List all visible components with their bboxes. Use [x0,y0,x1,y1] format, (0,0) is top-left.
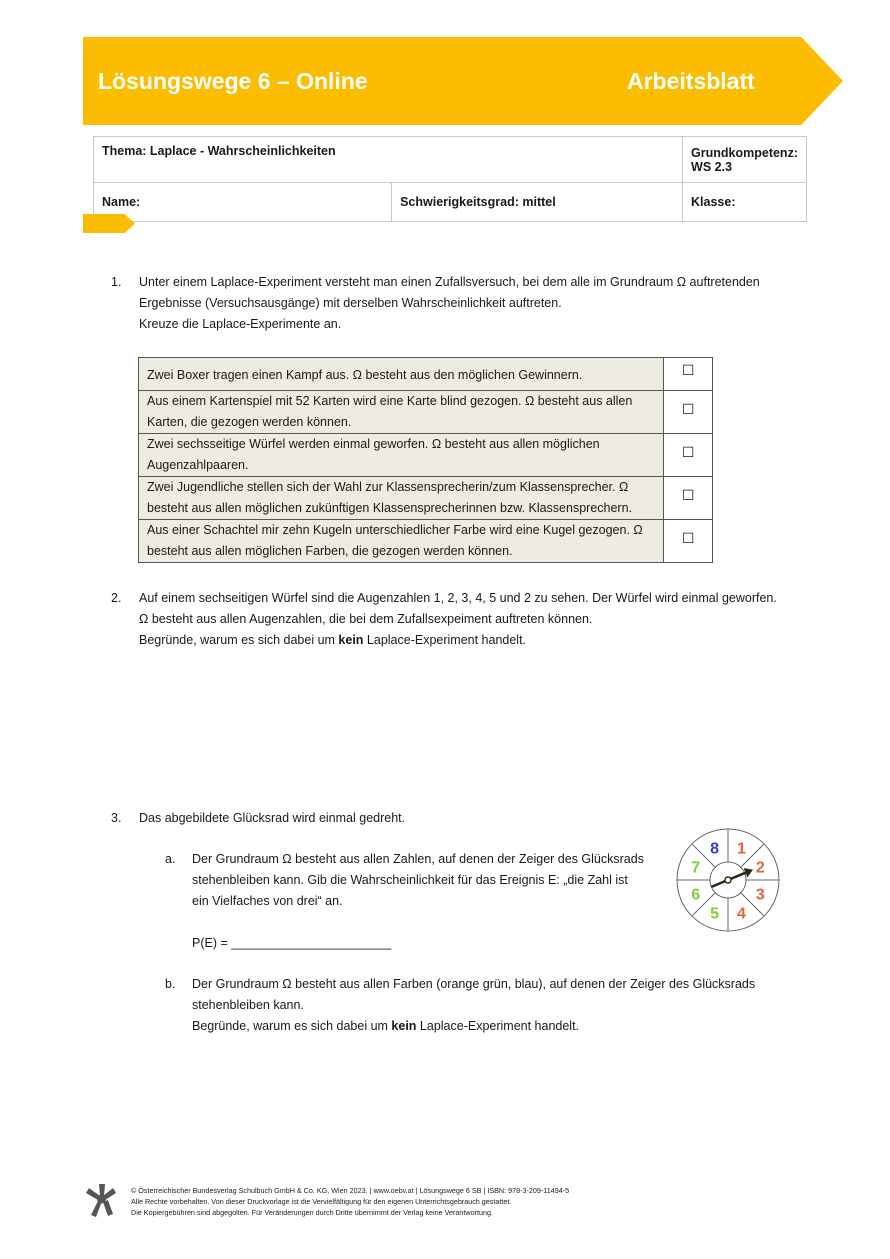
wheel-sector-label: 7 [691,859,701,877]
q3b-label: b. [165,977,176,991]
wheel-sector-label: 3 [755,886,765,904]
option-text: Aus einer Schachtel mir zehn Kugeln unterschiedlicher Farbe wird eine Kugel gezogen. Ω besteht aus allen möglichen Farben, die gezogen werden können. [139,520,664,563]
difficulty-cell [392,183,683,222]
q2-line2: Ω besteht aus allen Augenzahlen, die bei dem Zufallsexpeiment auftreten können. [139,612,593,626]
wheel-sector-label: 5 [710,905,720,923]
option-checkbox[interactable]: ☐ [664,520,713,563]
q1-text [139,272,819,335]
wheel-sector-label: 4 [736,905,746,923]
option-text: Zwei sechsseitige Würfel werden einmal geworfen. Ω besteht aus allen möglichen Augenzahlpaaren. [139,434,664,477]
q3b-line3-end: Laplace-Experiment handelt. [416,1019,580,1033]
competence-cell [683,137,807,183]
wheel-pivot [725,877,731,883]
q3a-line1: Der Grundraum Ω besteht aus allen Zahlen, auf denen der Zeiger des Glücksrads [192,852,644,866]
q2-line3-end: Laplace-Experiment handelt. [363,633,527,647]
option-text: Zwei Jugendliche stellen sich der Wahl zur Klassensprecherin/zum Klassensprecher. Ω besteht aus allen möglichen zukünftigen Klassensprecherinnen bzw. Klassensprechern. [139,477,664,520]
decorative-tab [83,214,135,233]
q3a-label: a. [165,852,176,866]
q3-number: 3. [111,811,122,825]
option-checkbox[interactable]: ☐ [664,434,713,477]
q2-line3-bold: kein [338,633,364,647]
competence-text: Grundkompetenz: WS 2.3 [691,145,798,174]
footer-line2: Alle Rechte vorbehalten. Von dieser Druckvorlage ist die Vervielfältigung für den eigenen Unterrichtsgebrauch gestattet. [131,1197,512,1206]
wheel-sector-label: 6 [691,886,701,904]
option-checkbox[interactable]: ☐ [664,391,713,434]
wheel-of-fortune [676,826,780,934]
q1-line1: Unter einem Laplace-Experiment versteht man einen Zufallsversuch, bei dem alle im Grundraum Ω auftretenden [139,275,760,289]
q3a-line3: ein Vielfaches von drei“ an. [192,894,343,908]
table-row [139,391,713,434]
table-row [139,358,713,391]
name-label: Name: [102,195,141,209]
footer-text [131,1185,569,1218]
class-cell[interactable] [683,183,807,222]
q3b-line1: Der Grundraum Ω besteht aus allen Farben (orange grün, blau), auf denen der Zeiger des Glücksrads [192,977,756,991]
q1-options-table [138,357,713,563]
q3b-line3-start: Begründe, warum es sich dabei um [192,1019,392,1033]
q3a-line2: stehenbleiben kann. Gib die Wahrscheinlichkeit für das Ereignis E: „die Zahl ist [192,873,628,887]
q2-text [139,588,839,651]
info-table [93,136,807,222]
class-label: Klasse: [691,195,736,209]
q2-line3 [139,630,839,651]
q3a-text [192,849,662,912]
option-checkbox[interactable]: ☐ [664,477,713,520]
q2-line3-start: Begründe, warum es sich dabei um [139,633,339,647]
table-row [139,520,713,563]
q1-line2: Ergebnisse (Versuchsausgänge) mit derselben Wahrscheinlichkeit auftreten. [139,296,562,310]
option-text: Zwei Boxer tragen einen Kampf aus. Ω besteht aus den möglichen Gewinnern. [139,358,664,391]
difficulty-text: Schwierigkeitsgrad: mittel [400,195,556,209]
q3b-text [192,974,812,1037]
q3b-line3-bold: kein [391,1019,417,1033]
option-checkbox[interactable]: ☐ [664,358,713,391]
q3b-line2: stehenbleiben kann. [192,998,304,1012]
footer-line1: © Österreichischer Bundesverlag Schulbuch GmbH & Co. KG, Wien 2023. | www.oebv.at | Lösungswege 6 SB | ISBN: 978-3-209-11494-5 [131,1186,570,1195]
q1-line3: Kreuze die Laplace-Experimente an. [139,317,342,331]
topic-cell [94,137,683,183]
wheel-sector-label: 1 [736,840,746,858]
name-cell[interactable] [94,183,392,222]
topic-text: Thema: Laplace - Wahrscheinlichkeiten [102,144,336,158]
wheel-sector-label: 8 [710,840,720,858]
q2-line1: Auf einem sechseitigen Würfel sind die Augenzahlen 1, 2, 3, 4, 5 und 2 zu sehen. Der Würfel wird einmal geworfen. [139,591,777,605]
q1-number: 1. [111,275,122,289]
table-row [139,434,713,477]
wheel-sector-label: 2 [755,859,765,877]
publisher-logo-icon [86,1184,116,1218]
doc-type-label: Arbeitsblatt [627,68,755,94]
option-text: Aus einem Kartenspiel mit 52 Karten wird eine Karte blind gezogen. Ω besteht aus allen Karten, die gezogen werden können. [139,391,664,434]
footer-line3: Die Kopiergebühren sind abgegolten. Für Veränderungen durch Dritte übernimmt der Verlag keine Verantwortung. [131,1208,493,1217]
q3-intro: Das abgebildete Glücksrad wird einmal gedreht. [139,811,406,825]
q3a-answer-line[interactable]: P(E) = _______________________ [192,936,392,950]
page-title: Lösungswege 6 – Online [98,68,368,94]
q2-number: 2. [111,591,122,605]
table-row [139,477,713,520]
q3b-line3 [192,1016,812,1037]
